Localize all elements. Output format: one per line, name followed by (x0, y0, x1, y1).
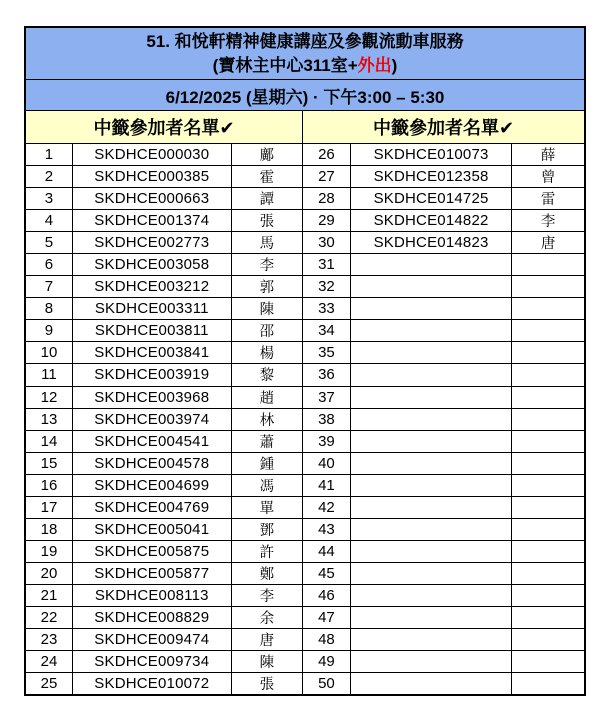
participant-surname (512, 342, 584, 363)
row-number: 44 (303, 541, 351, 562)
row-number: 39 (303, 431, 351, 452)
event-location-outing-highlight: 外出 (357, 55, 392, 75)
participant-surname: 張 (259, 677, 275, 694)
table-row (26, 651, 302, 673)
participant-code (351, 629, 513, 650)
row-number: 37 (303, 387, 351, 408)
participant-surname: 郭 (259, 280, 275, 297)
participant-surname: 鄭 (259, 566, 275, 583)
participant-code: SKDHCE000030 (73, 144, 232, 165)
row-number: 10 (26, 342, 73, 363)
participant-code: SKDHCE000663 (73, 188, 232, 209)
row-number: 36 (303, 364, 351, 385)
participant-rows-area (26, 144, 584, 694)
table-row (303, 320, 584, 342)
event-datetime-row (26, 80, 584, 111)
participant-code (351, 298, 513, 319)
participant-code (351, 585, 513, 606)
rows-right (303, 144, 584, 694)
table-row (26, 497, 302, 519)
row-number: 25 (26, 673, 73, 694)
participant-surname (512, 387, 584, 408)
table-row (303, 497, 584, 519)
participant-surname (512, 607, 584, 628)
participant-surname: 林 (259, 412, 275, 429)
participant-surname: 張 (259, 214, 275, 231)
participant-surname (512, 475, 584, 496)
table-row (26, 232, 302, 254)
table-row (303, 563, 584, 585)
participant-surname: 鄧 (259, 522, 275, 539)
participant-surname: 馮 (259, 478, 275, 495)
participant-surname (512, 519, 584, 540)
participant-code: SKDHCE003212 (73, 276, 232, 297)
event-location-prefix: (寶林主中心311室+ (212, 55, 358, 75)
participant-surname (512, 298, 584, 319)
row-number: 4 (26, 210, 73, 231)
row-number: 47 (303, 607, 351, 628)
participant-surname: 唐 (540, 236, 556, 253)
row-number: 46 (303, 585, 351, 606)
participant-surname (512, 541, 584, 562)
table-row (303, 519, 584, 541)
row-number: 21 (26, 585, 73, 606)
participant-surname: 趙 (259, 390, 275, 407)
participant-surname: 單 (259, 500, 275, 517)
row-number: 17 (26, 497, 73, 518)
participant-code: SKDHCE004578 (73, 453, 232, 474)
row-number: 8 (26, 298, 73, 319)
participant-surname (512, 563, 584, 584)
lottery-result-table (24, 26, 586, 696)
row-number: 50 (303, 673, 351, 694)
row-number: 9 (26, 320, 73, 341)
row-number: 20 (26, 563, 73, 584)
row-number: 3 (26, 188, 73, 209)
participant-surname: 陳 (259, 655, 275, 672)
row-number: 14 (26, 431, 73, 452)
column-header-left: 中籤參加者名單✔ (26, 111, 303, 143)
row-number: 19 (26, 541, 73, 562)
table-row (26, 188, 302, 210)
table-row (26, 166, 302, 188)
participant-code: SKDHCE002773 (73, 232, 232, 253)
participant-code (351, 320, 513, 341)
table-row (26, 409, 302, 431)
participant-surname: 李 (259, 258, 275, 275)
participant-code: SKDHCE009474 (73, 629, 232, 650)
table-row (303, 144, 584, 166)
row-number: 32 (303, 276, 351, 297)
participant-code: SKDHCE003974 (73, 409, 232, 430)
participant-code: SKDHCE004541 (73, 431, 232, 452)
participant-code: SKDHCE010072 (73, 673, 232, 694)
participant-surname: 薛 (540, 148, 556, 165)
table-row (303, 188, 584, 210)
row-number: 30 (303, 232, 351, 253)
table-row (303, 629, 584, 651)
table-row (303, 276, 584, 298)
row-number: 31 (303, 254, 351, 275)
participant-code (351, 607, 513, 628)
table-row (26, 387, 302, 409)
participant-code (351, 364, 513, 385)
event-title-line2 (213, 54, 398, 78)
table-row (26, 475, 302, 497)
table-row (303, 210, 584, 232)
participant-code: SKDHCE003311 (73, 298, 232, 319)
participant-code (351, 276, 513, 297)
participant-code (351, 497, 513, 518)
participant-surname (512, 629, 584, 650)
participant-surname: 陳 (259, 302, 275, 319)
participant-code: SKDHCE014725 (351, 188, 513, 209)
participant-surname: 霍 (259, 170, 275, 187)
row-number: 16 (26, 475, 73, 496)
row-number: 11 (26, 364, 73, 385)
event-title-line1: 51. 和悅軒精神健康講座及參觀流動車服務 (146, 31, 464, 51)
row-number: 38 (303, 409, 351, 430)
participant-surname: 李 (259, 588, 275, 605)
participant-code: SKDHCE008829 (73, 607, 232, 628)
participant-code: SKDHCE005875 (73, 541, 232, 562)
participant-surname (512, 276, 584, 297)
row-number: 23 (26, 629, 73, 650)
participant-code (351, 475, 513, 496)
participant-code: SKDHCE014822 (351, 210, 513, 231)
row-number: 33 (303, 298, 351, 319)
table-row (303, 651, 584, 673)
event-title-block (26, 28, 584, 80)
row-number: 6 (26, 254, 73, 275)
participant-surname (512, 651, 584, 672)
event-location-suffix: ) (391, 55, 398, 75)
row-number: 15 (26, 453, 73, 474)
participant-code: SKDHCE010073 (351, 144, 513, 165)
row-number: 24 (26, 651, 73, 672)
participant-surname: 許 (259, 544, 275, 561)
row-number: 26 (303, 144, 351, 165)
participant-surname: 李 (540, 214, 556, 231)
row-number: 48 (303, 629, 351, 650)
row-number: 13 (26, 409, 73, 430)
row-number: 29 (303, 210, 351, 231)
participant-surname (512, 497, 584, 518)
participant-code: SKDHCE012358 (351, 166, 513, 187)
table-row (26, 298, 302, 320)
participant-surname: 譚 (259, 192, 275, 209)
participant-code: SKDHCE003841 (73, 342, 232, 363)
column-headers (26, 111, 584, 144)
row-number: 35 (303, 342, 351, 363)
row-number: 40 (303, 453, 351, 474)
participant-surname (512, 254, 584, 275)
table-row (26, 210, 302, 232)
table-row (26, 673, 302, 694)
row-number: 49 (303, 651, 351, 672)
participant-surname: 唐 (259, 633, 275, 650)
participant-code (351, 541, 513, 562)
participant-surname: 鍾 (259, 456, 275, 473)
table-row (26, 320, 302, 342)
participant-code: SKDHCE004769 (73, 497, 232, 518)
table-row (26, 276, 302, 298)
table-row (303, 364, 584, 386)
table-row (303, 585, 584, 607)
participant-surname (512, 409, 584, 430)
table-row (303, 254, 584, 276)
row-number: 1 (26, 144, 73, 165)
participant-surname (512, 585, 584, 606)
participant-code: SKDHCE003919 (73, 364, 232, 385)
table-row (26, 364, 302, 386)
table-row (26, 431, 302, 453)
participant-code (351, 563, 513, 584)
participant-code (351, 519, 513, 540)
participant-surname (512, 364, 584, 385)
row-number: 28 (303, 188, 351, 209)
row-number: 34 (303, 320, 351, 341)
table-row (26, 342, 302, 364)
table-row (26, 563, 302, 585)
participant-surname: 邵 (259, 324, 275, 341)
table-row (303, 453, 584, 475)
table-row (303, 342, 584, 364)
table-row (26, 519, 302, 541)
participant-surname: 楊 (259, 346, 275, 363)
table-row (303, 673, 584, 694)
participant-surname: 馬 (259, 236, 275, 253)
table-row (303, 298, 584, 320)
table-row (26, 254, 302, 276)
participant-code (351, 431, 513, 452)
table-row (26, 629, 302, 651)
participant-surname: 曾 (540, 170, 556, 187)
participant-code: SKDHCE005877 (73, 563, 232, 584)
rows-left (26, 144, 303, 694)
participant-code: SKDHCE001374 (73, 210, 232, 231)
table-row (303, 607, 584, 629)
table-row (26, 541, 302, 563)
row-number: 42 (303, 497, 351, 518)
table-row (303, 166, 584, 188)
participant-code: SKDHCE003968 (73, 387, 232, 408)
participant-surname: 鄺 (259, 148, 275, 165)
row-number: 5 (26, 232, 73, 253)
table-row (303, 387, 584, 409)
table-row (26, 585, 302, 607)
participant-surname (512, 453, 584, 474)
participant-surname (512, 431, 584, 452)
participant-code (351, 453, 513, 474)
table-row (303, 475, 584, 497)
participant-surname: 余 (259, 611, 275, 627)
participant-code (351, 409, 513, 430)
participant-code: SKDHCE003811 (73, 320, 232, 341)
participant-surname: 蕭 (259, 434, 275, 451)
row-number: 43 (303, 519, 351, 540)
table-row (26, 144, 302, 166)
participant-surname (512, 320, 584, 341)
participant-code: SKDHCE003058 (73, 254, 232, 275)
participant-code: SKDHCE000385 (73, 166, 232, 187)
participant-code (351, 254, 513, 275)
event-datetime: 6/12/2025 (星期六) · 下午3:00 – 5:30 (165, 87, 445, 107)
participant-surname (512, 673, 584, 694)
participant-code: SKDHCE009734 (73, 651, 232, 672)
row-number: 27 (303, 166, 351, 187)
table-row (303, 541, 584, 563)
participant-surname: 黎 (259, 368, 275, 385)
participant-code (351, 673, 513, 694)
participant-code: SKDHCE008113 (73, 585, 232, 606)
participant-code: SKDHCE004699 (73, 475, 232, 496)
table-row (303, 409, 584, 431)
row-number: 45 (303, 563, 351, 584)
row-number: 18 (26, 519, 73, 540)
row-number: 41 (303, 475, 351, 496)
participant-code (351, 342, 513, 363)
row-number: 22 (26, 607, 73, 628)
participant-code (351, 387, 513, 408)
table-row (303, 431, 584, 453)
column-header-right: 中籤參加者名單✔ (372, 118, 515, 138)
table-row (303, 232, 584, 254)
participant-code: SKDHCE014823 (351, 232, 513, 253)
participant-surname: 雷 (540, 192, 556, 209)
row-number: 2 (26, 166, 73, 187)
row-number: 12 (26, 387, 73, 408)
row-number: 7 (26, 276, 73, 297)
table-row (26, 453, 302, 475)
table-row (26, 607, 302, 629)
participant-code (351, 651, 513, 672)
participant-code: SKDHCE005041 (73, 519, 232, 540)
